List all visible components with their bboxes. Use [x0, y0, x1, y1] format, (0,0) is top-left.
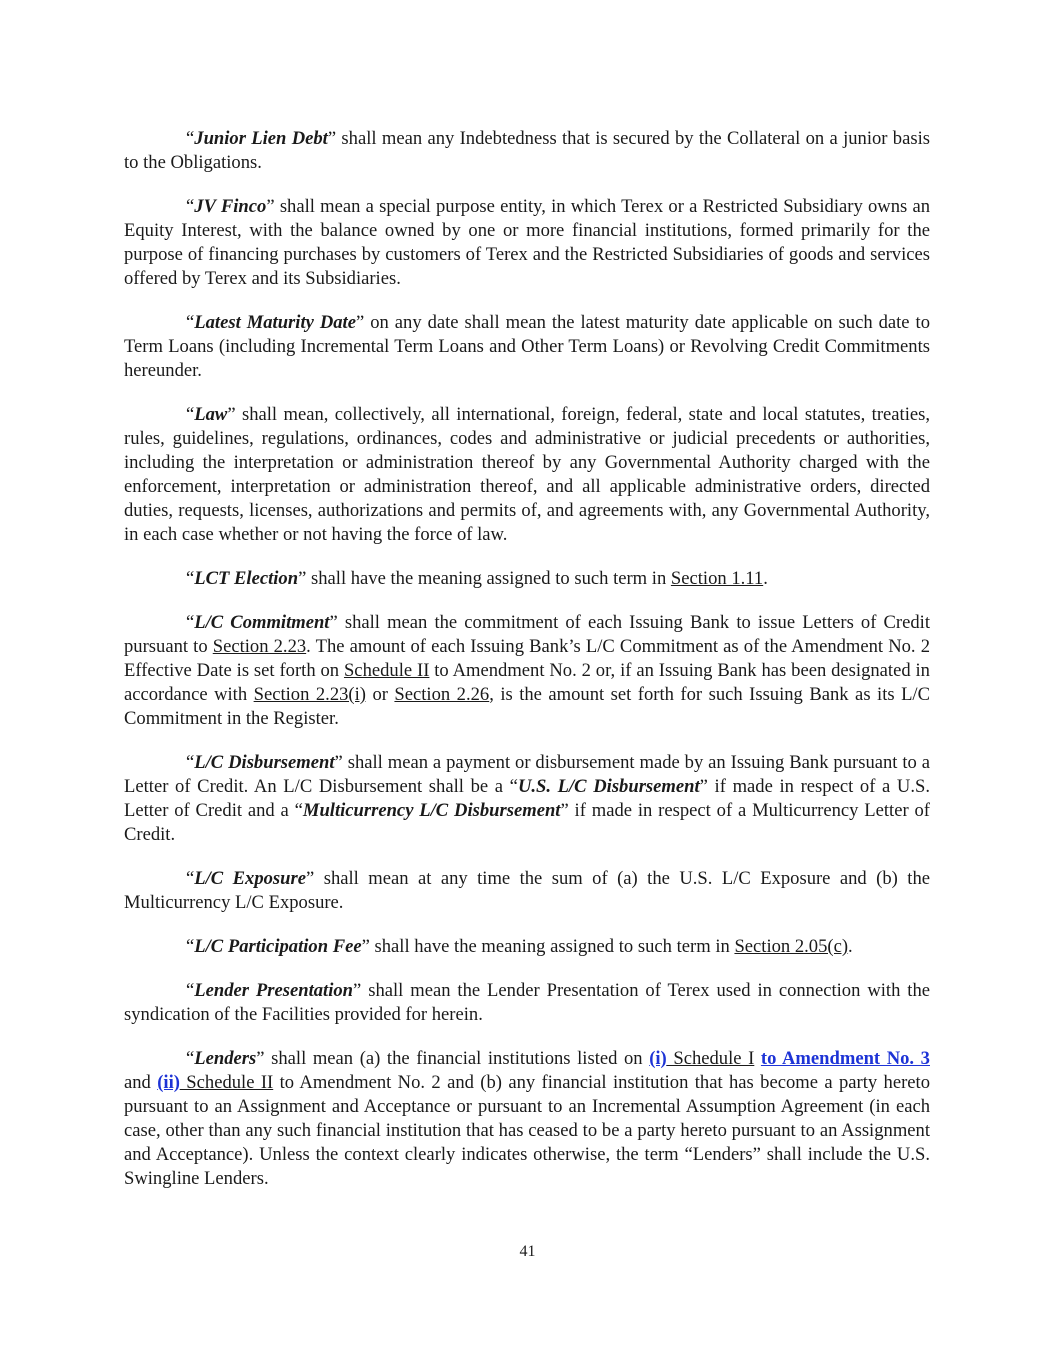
defined-term: L/C Disbursement: [194, 752, 335, 773]
definition-text: shall mean the Lender Presentation of Terex used in connection with the syndication of the Facilities provided for herein.: [124, 980, 930, 1025]
definition-jv-finco: “JV Finco” shall mean a special purpose entity, in which Terex or a Restricted Subsidiary owns an Equity Interest, with the balance owned by one or more financial institutions, formed primarily for the purpose of financing purchases by customers of Terex and the Restricted Subsidiaries of goods and services offered by Terex and its Subsidiaries.: [124, 196, 930, 289]
definition-text: shall mean a special purpose entity, in which Terex or a Restricted Subsidiary owns an Equity Interest, with the balance owned by one or more financial institutions, formed primarily for the purpose of financing purchases by customers of Terex and the Restricted Subsidiaries of goods and services offered by Terex and its Subsidiaries.: [124, 196, 930, 289]
definition-text: to Amendment No. 2 or, if an Issuing Bank has been designated in accordance with: [124, 660, 930, 705]
definition-text: ” if made in respect of a Multicurrency Letter of Credit.: [124, 800, 930, 845]
defined-term: Junior Lien Debt: [194, 128, 328, 149]
definition-junior-lien-debt: “Junior Lien Debt” shall mean any Indebtedness that is secured by the Collateral on a junior basis to the Obligations.: [124, 128, 930, 173]
definition-lc-exposure: “L/C Exposure” shall mean at any time the sum of (a) the U.S. L/C Exposure and (b) the Multicurrency L/C Exposure.: [124, 868, 930, 913]
definition-text: shall mean any Indebtedness that is secured by the Collateral on a junior basis to the Obligations.: [124, 128, 930, 173]
defined-term: L/C Participation Fee: [194, 936, 362, 957]
definition-text: .: [763, 568, 768, 589]
section-reference: Section 2.23: [212, 636, 307, 657]
definition-lender-presentation: “Lender Presentation” shall mean the Lender Presentation of Terex used in connection with the syndication of the Facilities provided for herein.: [124, 980, 930, 1025]
document-page: [124, 127, 930, 1211]
defined-term: Lender Presentation: [194, 980, 354, 1001]
definition-text: shall mean, collectively, all international, foreign, federal, state and local statutes, treaties, rules, guidelines, regulations, ordinances, codes and administrative or judicial precedents or authorities, including the interpretation or administration thereof by any Governmental Authority charged with the enforcement, interpretation or administration thereof, and all applicable administrative orders, directed duties, requests, licenses, authorizations and permits of, and agreements with, any Governmental Authority, in each case whether or not having the force of law.: [124, 404, 930, 545]
definition-text: shall mean at any time the sum of (a) the U.S. L/C Exposure and (b) the Multicurrency L/C Exposure.: [124, 868, 930, 913]
definition-text: shall mean the commitment of each Issuing Bank to issue Letters of Credit pursuant to: [124, 612, 930, 657]
definition-lc-participation-fee: “L/C Participation Fee” shall have the meaning assigned to such term in Section 2.05(c).: [186, 936, 853, 957]
section-reference: Section 2.26: [394, 684, 490, 705]
inserted-text: to Amendment No. 3: [760, 1048, 930, 1069]
definition-text: [754, 1048, 761, 1069]
inserted-text: (ii): [157, 1072, 180, 1093]
inserted-text: (i): [649, 1048, 667, 1069]
definition-lct-election: “LCT Election” shall have the meaning assigned to such term in Section 1.11.: [186, 568, 768, 589]
definition-text: shall have the meaning assigned to such term in: [306, 568, 671, 589]
schedule-reference: Schedule II: [179, 1072, 274, 1093]
definition-text: on any date shall mean the latest maturity date applicable on such date to Term Loans (including Incremental Term Loans and Other Term Loans) or Revolving Credit Commitments hereunder.: [124, 312, 930, 381]
defined-term: L/C Commitment: [194, 612, 330, 633]
defined-term: JV Finco: [194, 196, 267, 217]
definition-text: shall mean a payment or disbursement made by an Issuing Bank pursuant to a Letter of Credit. An L/C Disbursement shall be a “: [124, 752, 930, 797]
schedule-reference: Schedule I: [666, 1048, 755, 1069]
definition-text: shall mean (a) the financial institutions listed on: [264, 1048, 650, 1069]
defined-term: LCT Election: [194, 568, 299, 589]
definition-lc-disbursement: “L/C Disbursement” shall mean a payment or disbursement made by an Issuing Bank pursuant to a Letter of Credit. An L/C Disbursement shall be a “U.S. L/C Disbursement” if made in respect of a U.S. Letter of Credit and a “Multicurrency L/C Disbursement” if made in respect of a Multicurrency Letter of Credit.: [124, 752, 931, 845]
defined-subterm: Multicurrency L/C Disbursement: [302, 800, 561, 821]
definition-law: “Law” shall mean, collectively, all international, foreign, federal, state and local statutes, treaties, rules, guidelines, regulations, ordinances, codes and administrative or judicial precedents or authorities, including the interpretation or administration thereof by any Governmental Authority charged with the enforcement, interpretation or administration thereof, and all applicable administrative orders, directed duties, requests, licenses, authorizations and permits of, and agreements with, any Governmental Authority, in each case whether or not having the force of law.: [124, 404, 930, 545]
definition-text: to Amendment No. 2 and (b) any financial institution that has become a party hereto pursuant to an Assignment and Acceptance or pursuant to an Incremental Assumption Agreement (in each case, other than any such financial institution that has ceased to be a party hereto pursuant to an Assignment and Acceptance). Unless the context clearly indicates otherwise, the term “Lenders” shall include the U.S. Swingline Lenders.: [124, 1072, 930, 1189]
definition-text: .: [848, 936, 853, 957]
definition-text: ” if made in respect of a U.S. Letter of Credit and a “: [124, 776, 931, 821]
definition-text: . The amount of each Issuing Bank’s L/C Commitment as of the Amendment No. 2 Effective Date is set forth on: [124, 636, 930, 681]
definition-text: and: [124, 1072, 158, 1093]
definition-text: or: [365, 684, 395, 705]
definition-text: shall have the meaning assigned to such term in: [369, 936, 735, 957]
definition-lenders: “Lenders” shall mean (a) the financial institutions listed on (i) Schedule I to Amendment No. 3 and (ii) Schedule II to Amendment No. 2 and (b) any financial institution that has become a party hereto pursuant to an Assignment and Acceptance or pursuant to an Incremental Assumption Agreement (in each case, other than any such financial institution that has ceased to be a party hereto pursuant to an Assignment and Acceptance). Unless the context clearly indicates otherwise, the term “Lenders” shall include the U.S. Swingline Lenders.: [124, 1048, 930, 1189]
defined-term: Lenders: [194, 1048, 257, 1069]
section-reference: Section 2.05(c): [734, 936, 849, 957]
defined-term: Latest Maturity Date: [194, 312, 356, 333]
page-number: 41: [519, 1243, 536, 1260]
schedule-reference: Schedule II: [343, 660, 430, 681]
defined-term: Law: [194, 404, 228, 425]
definition-lc-commitment: “L/C Commitment” shall mean the commitment of each Issuing Bank to issue Letters of Credit pursuant to Section 2.23. The amount of each Issuing Bank’s L/C Commitment as of the Amendment No. 2 Effective Date is set forth on Schedule II to Amendment No. 2 or, if an Issuing Bank has been designated in accordance with Section 2.23(i) or Section 2.26, is the amount set forth for such Issuing Bank as its L/C Commitment in the Register.: [124, 612, 930, 729]
defined-subterm: U.S. L/C Disbursement: [517, 776, 700, 797]
section-reference: Section 2.23(i): [253, 684, 366, 705]
section-reference: Section 1.11: [670, 568, 764, 589]
definition-text: , is the amount set forth for such Issuing Bank as its L/C Commitment in the Register.: [124, 684, 930, 729]
definition-latest-maturity-date: “Latest Maturity Date” on any date shall mean the latest maturity date applicable on such date to Term Loans (including Incremental Term Loans and Other Term Loans) or Revolving Credit Commitments hereunder.: [124, 312, 930, 381]
defined-term: L/C Exposure: [194, 868, 306, 889]
